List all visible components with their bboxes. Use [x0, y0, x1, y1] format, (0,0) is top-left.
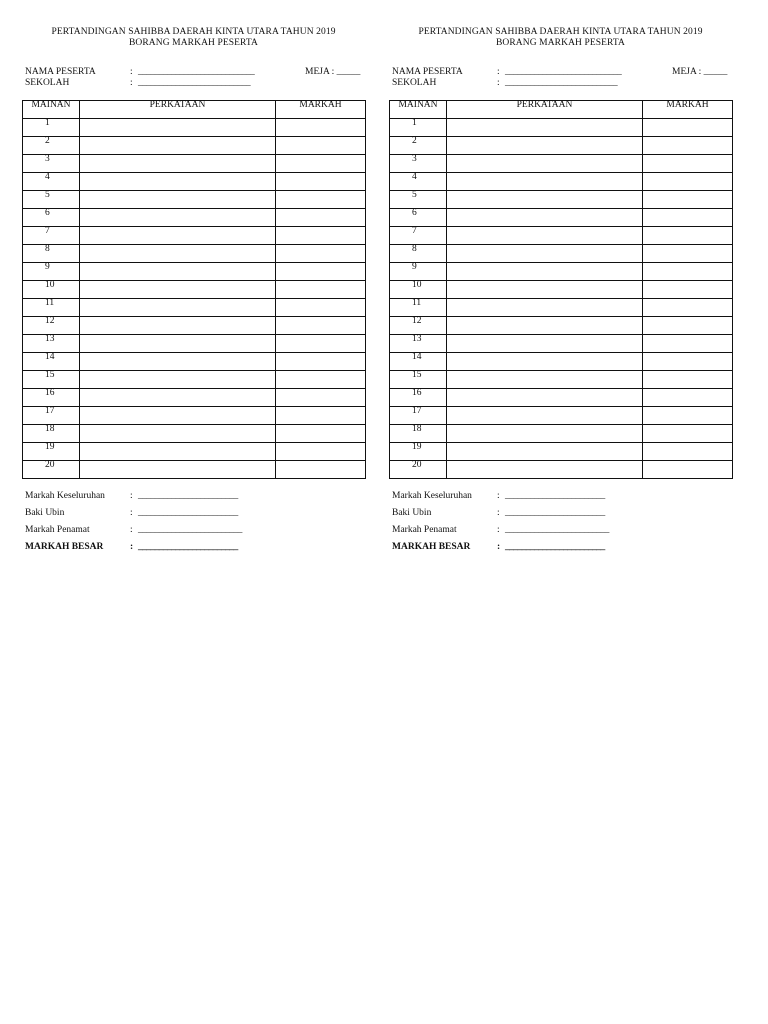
- markah-cell[interactable]: [276, 317, 366, 335]
- markah-cell[interactable]: [276, 461, 366, 479]
- markah-cell[interactable]: [276, 191, 366, 209]
- markah-cell[interactable]: [276, 443, 366, 461]
- perkataan-cell[interactable]: [80, 425, 276, 443]
- perkataan-cell[interactable]: [80, 461, 276, 479]
- markah-cell[interactable]: [643, 335, 733, 353]
- summary-row: [22, 542, 365, 559]
- markah-cell[interactable]: [276, 335, 366, 353]
- mainan-cell: 6: [390, 209, 447, 227]
- table-row: [390, 191, 733, 209]
- table-row: [23, 443, 366, 461]
- mainan-cell: 11: [23, 299, 80, 317]
- table-row: [390, 173, 733, 191]
- table-row: [390, 389, 733, 407]
- mainan-cell: 3: [390, 155, 447, 173]
- mainan-cell: 11: [390, 299, 447, 317]
- colon: :: [130, 542, 134, 552]
- perkataan-cell[interactable]: [80, 299, 276, 317]
- nama-peserta-field[interactable]: ____________________________: [505, 67, 622, 77]
- colon: :: [130, 525, 133, 535]
- colon: :: [497, 508, 500, 518]
- mainan-cell: 12: [390, 317, 447, 335]
- summary-field[interactable]: ________________________: [138, 491, 238, 501]
- markah-cell[interactable]: [643, 299, 733, 317]
- mainan-cell: 5: [390, 191, 447, 209]
- markah-cell[interactable]: [276, 371, 366, 389]
- markah-cell[interactable]: [276, 281, 366, 299]
- summary-field[interactable]: ________________________: [138, 508, 238, 518]
- mainan-cell: 4: [390, 173, 447, 191]
- table-row: [23, 461, 366, 479]
- table-row: [390, 353, 733, 371]
- perkataan-cell[interactable]: [80, 209, 276, 227]
- table-row: [390, 263, 733, 281]
- summary-row: [22, 508, 365, 525]
- mainan-cell: 7: [390, 227, 447, 245]
- perkataan-cell[interactable]: [80, 263, 276, 281]
- perkataan-cell[interactable]: [80, 173, 276, 191]
- perkataan-cell[interactable]: [80, 407, 276, 425]
- perkataan-cell[interactable]: [447, 299, 643, 317]
- mainan-cell: 6: [23, 209, 80, 227]
- markah-cell[interactable]: [643, 317, 733, 335]
- table-row: [23, 263, 366, 281]
- score-table: [389, 100, 733, 479]
- table-row: [390, 299, 733, 317]
- perkataan-cell[interactable]: [80, 335, 276, 353]
- mainan-cell: 2: [23, 137, 80, 155]
- table-row: [390, 335, 733, 353]
- mainan-cell: 10: [23, 281, 80, 299]
- markah-cell[interactable]: [276, 173, 366, 191]
- perkataan-cell[interactable]: [447, 407, 643, 425]
- summary-label: Baki Ubin: [392, 508, 432, 518]
- summary-field[interactable]: _________________________: [138, 525, 242, 535]
- markah-cell[interactable]: [643, 245, 733, 263]
- summary-field[interactable]: ________________________: [505, 508, 605, 518]
- summary-label: Markah Keseluruhan: [25, 491, 105, 501]
- mainan-cell: 12: [23, 317, 80, 335]
- summary-label: Markah Penamat: [392, 525, 457, 535]
- mainan-cell: 8: [390, 245, 447, 263]
- summary-section: [22, 491, 365, 559]
- mainan-cell: 3: [23, 155, 80, 173]
- meja-field[interactable]: MEJA : _____: [672, 67, 728, 77]
- participant-fields: [22, 67, 365, 93]
- perkataan-cell[interactable]: [447, 191, 643, 209]
- column-header-markah: MARKAH: [276, 101, 366, 119]
- markah-cell[interactable]: [643, 407, 733, 425]
- colon: :: [497, 491, 500, 501]
- markah-cell[interactable]: [643, 173, 733, 191]
- perkataan-cell[interactable]: [447, 335, 643, 353]
- colon: :: [130, 78, 133, 88]
- colon: :: [130, 508, 133, 518]
- perkataan-cell[interactable]: [447, 155, 643, 173]
- perkataan-cell[interactable]: [447, 371, 643, 389]
- markah-cell[interactable]: [276, 299, 366, 317]
- column-header-markah: MARKAH: [643, 101, 733, 119]
- perkataan-cell[interactable]: [80, 119, 276, 137]
- perkataan-cell[interactable]: [80, 137, 276, 155]
- table-row: [23, 119, 366, 137]
- mainan-cell: 16: [390, 389, 447, 407]
- colon: :: [497, 542, 501, 552]
- summary-field[interactable]: ________________________: [505, 491, 605, 501]
- mainan-cell: 1: [23, 119, 80, 137]
- table-row: [390, 119, 733, 137]
- perkataan-cell[interactable]: [447, 461, 643, 479]
- colon: :: [497, 67, 500, 77]
- markah-cell[interactable]: [643, 353, 733, 371]
- summary-row: [389, 525, 732, 542]
- mainan-cell: 7: [23, 227, 80, 245]
- table-row: [23, 209, 366, 227]
- mainan-cell: 13: [390, 335, 447, 353]
- table-row: [390, 407, 733, 425]
- table-row: [23, 389, 366, 407]
- markah-cell[interactable]: [643, 443, 733, 461]
- colon: :: [497, 525, 500, 535]
- markah-cell[interactable]: [643, 209, 733, 227]
- score-form: [389, 0, 732, 559]
- summary-row: [389, 491, 732, 508]
- perkataan-cell[interactable]: [80, 389, 276, 407]
- markah-cell[interactable]: [643, 461, 733, 479]
- form-title-line2: BORANG MARKAH PESERTA: [128, 38, 259, 48]
- perkataan-cell[interactable]: [80, 245, 276, 263]
- perkataan-cell[interactable]: [80, 227, 276, 245]
- column-header-perkataan: PERKATAAN: [447, 101, 643, 119]
- summary-label: Baki Ubin: [25, 508, 65, 518]
- mainan-cell: 18: [23, 425, 80, 443]
- mainan-cell: 17: [23, 407, 80, 425]
- table-row: [390, 371, 733, 389]
- table-row: [390, 461, 733, 479]
- nama-peserta-label: NAMA PESERTA: [25, 67, 96, 77]
- markah-cell[interactable]: [276, 209, 366, 227]
- table-row: [23, 227, 366, 245]
- mainan-cell: 20: [23, 461, 80, 479]
- summary-row: [389, 542, 732, 559]
- perkataan-cell[interactable]: [447, 425, 643, 443]
- mainan-cell: 19: [23, 443, 80, 461]
- table-row: [390, 425, 733, 443]
- markah-cell[interactable]: [276, 425, 366, 443]
- mainan-cell: 1: [390, 119, 447, 137]
- perkataan-cell[interactable]: [447, 317, 643, 335]
- table-row: [23, 425, 366, 443]
- form-title-line1: PERTANDINGAN SAHIBBA DAERAH KINTA UTARA TAHUN 2019: [418, 27, 703, 37]
- sekolah-label: SEKOLAH: [25, 78, 70, 88]
- table-row: [390, 281, 733, 299]
- markah-cell[interactable]: [643, 371, 733, 389]
- table-header-row: [23, 101, 366, 119]
- table-row: [23, 407, 366, 425]
- perkataan-cell[interactable]: [447, 281, 643, 299]
- table-header-row: [390, 101, 733, 119]
- summary-field[interactable]: ________________________: [505, 542, 605, 552]
- table-row: [23, 155, 366, 173]
- perkataan-cell[interactable]: [80, 155, 276, 173]
- column-header-mainan: MAINAN: [23, 101, 80, 119]
- table-row: [23, 335, 366, 353]
- table-row: [23, 371, 366, 389]
- markah-cell[interactable]: [276, 389, 366, 407]
- table-row: [23, 281, 366, 299]
- perkataan-cell[interactable]: [447, 443, 643, 461]
- mainan-cell: 16: [23, 389, 80, 407]
- perkataan-cell[interactable]: [447, 389, 643, 407]
- table-row: [390, 137, 733, 155]
- table-row: [23, 245, 366, 263]
- table-row: [390, 245, 733, 263]
- perkataan-cell[interactable]: [80, 443, 276, 461]
- sekolah-label: SEKOLAH: [392, 78, 437, 88]
- summary-field[interactable]: ________________________: [138, 542, 238, 552]
- summary-label: Markah Keseluruhan: [392, 491, 472, 501]
- mainan-cell: 18: [390, 425, 447, 443]
- column-header-perkataan: PERKATAAN: [80, 101, 276, 119]
- mainan-cell: 15: [23, 371, 80, 389]
- markah-cell[interactable]: [643, 119, 733, 137]
- perkataan-cell[interactable]: [447, 119, 643, 137]
- perkataan-cell[interactable]: [80, 371, 276, 389]
- table-row: [390, 443, 733, 461]
- colon: :: [497, 78, 500, 88]
- summary-section: [389, 491, 732, 559]
- mainan-cell: 9: [390, 263, 447, 281]
- colon: :: [130, 491, 133, 501]
- markah-cell[interactable]: [276, 353, 366, 371]
- perkataan-cell[interactable]: [80, 281, 276, 299]
- markah-cell[interactable]: [643, 137, 733, 155]
- markah-cell[interactable]: [276, 263, 366, 281]
- mainan-cell: 4: [23, 173, 80, 191]
- summary-row: [22, 525, 365, 542]
- colon: :: [130, 67, 133, 77]
- nama-peserta-label: NAMA PESERTA: [392, 67, 463, 77]
- mainan-cell: 15: [390, 371, 447, 389]
- perkataan-cell[interactable]: [447, 245, 643, 263]
- score-form: [22, 0, 365, 559]
- markah-cell[interactable]: [643, 281, 733, 299]
- summary-label: MARKAH BESAR: [392, 542, 471, 552]
- mainan-cell: 2: [390, 137, 447, 155]
- table-row: [390, 209, 733, 227]
- sekolah-field[interactable]: ___________________________: [138, 78, 251, 88]
- table-row: [23, 137, 366, 155]
- markah-cell[interactable]: [276, 137, 366, 155]
- mainan-cell: 19: [390, 443, 447, 461]
- summary-row: [389, 508, 732, 525]
- mainan-cell: 17: [390, 407, 447, 425]
- perkataan-cell[interactable]: [447, 353, 643, 371]
- markah-cell[interactable]: [643, 389, 733, 407]
- sekolah-row: [389, 78, 732, 89]
- markah-cell[interactable]: [643, 263, 733, 281]
- markah-cell[interactable]: [276, 227, 366, 245]
- perkataan-cell[interactable]: [447, 137, 643, 155]
- markah-cell[interactable]: [276, 119, 366, 137]
- participant-fields: [389, 67, 732, 93]
- markah-cell[interactable]: [276, 407, 366, 425]
- perkataan-cell[interactable]: [80, 191, 276, 209]
- mainan-cell: 14: [390, 353, 447, 371]
- table-row: [23, 173, 366, 191]
- mainan-cell: 10: [390, 281, 447, 299]
- table-row: [23, 353, 366, 371]
- perkataan-cell[interactable]: [447, 227, 643, 245]
- markah-cell[interactable]: [643, 155, 733, 173]
- form-title-line2: BORANG MARKAH PESERTA: [495, 38, 626, 48]
- perkataan-cell[interactable]: [447, 263, 643, 281]
- perkataan-cell[interactable]: [447, 173, 643, 191]
- summary-label: Markah Penamat: [25, 525, 90, 535]
- markah-cell[interactable]: [276, 245, 366, 263]
- mainan-cell: 5: [23, 191, 80, 209]
- mainan-cell: 20: [390, 461, 447, 479]
- summary-label: MARKAH BESAR: [25, 542, 104, 552]
- summary-field[interactable]: _________________________: [505, 525, 609, 535]
- table-row: [23, 299, 366, 317]
- perkataan-cell[interactable]: [80, 353, 276, 371]
- form-title-line1: PERTANDINGAN SAHIBBA DAERAH KINTA UTARA TAHUN 2019: [51, 27, 336, 37]
- table-row: [390, 317, 733, 335]
- table-row: [390, 227, 733, 245]
- perkataan-cell[interactable]: [80, 317, 276, 335]
- mainan-cell: 14: [23, 353, 80, 371]
- form-title: [22, 27, 365, 49]
- mainan-cell: 13: [23, 335, 80, 353]
- meja-field[interactable]: MEJA : _____: [305, 67, 361, 77]
- nama-peserta-row: [22, 67, 365, 78]
- mainan-cell: 8: [23, 245, 80, 263]
- markah-cell[interactable]: [276, 155, 366, 173]
- summary-row: [22, 491, 365, 508]
- score-table: [22, 100, 366, 479]
- perkataan-cell[interactable]: [447, 209, 643, 227]
- nama-peserta-field[interactable]: ____________________________: [138, 67, 255, 77]
- markah-cell[interactable]: [643, 425, 733, 443]
- column-header-mainan: MAINAN: [390, 101, 447, 119]
- sekolah-field[interactable]: ___________________________: [505, 78, 618, 88]
- markah-cell[interactable]: [643, 227, 733, 245]
- table-row: [390, 155, 733, 173]
- mainan-cell: 9: [23, 263, 80, 281]
- form-title: [389, 27, 732, 49]
- nama-peserta-row: [389, 67, 732, 78]
- markah-cell[interactable]: [643, 191, 733, 209]
- table-row: [23, 317, 366, 335]
- sekolah-row: [22, 78, 365, 89]
- table-row: [23, 191, 366, 209]
